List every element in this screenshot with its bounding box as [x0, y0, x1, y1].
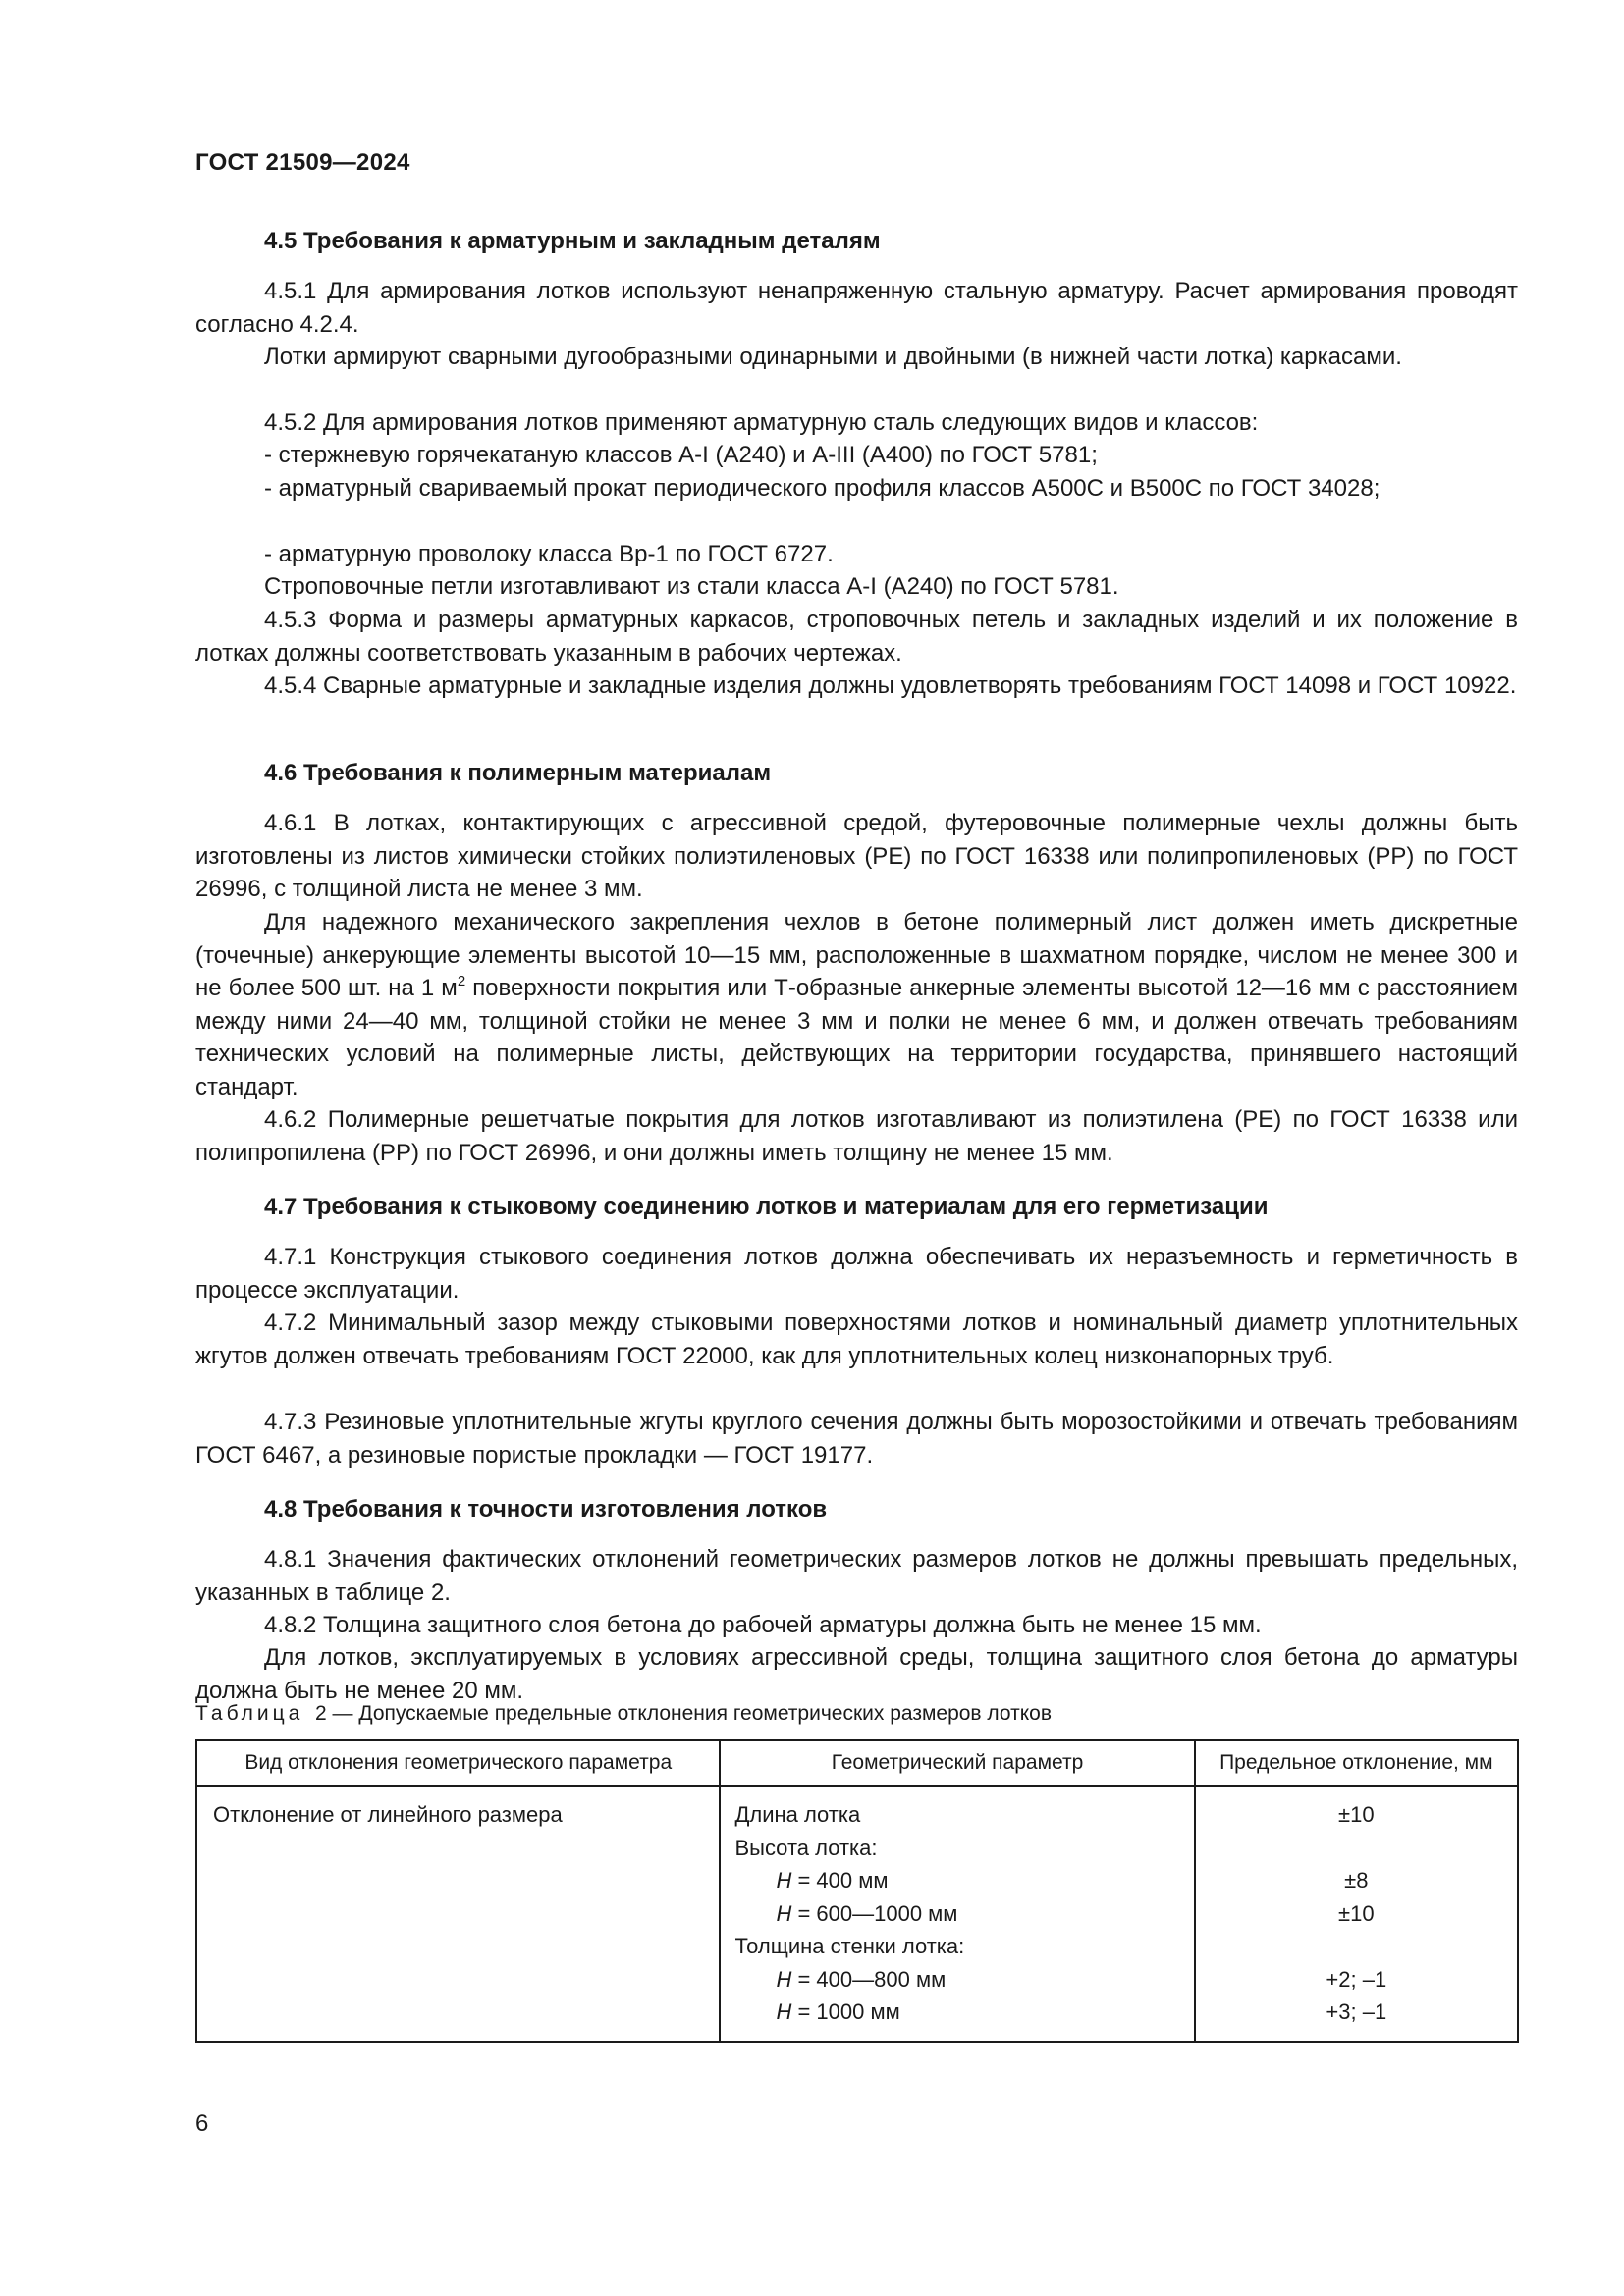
table-header-cell: Геометрический параметр [720, 1740, 1194, 1786]
param-line: Длина лотка [734, 1802, 861, 1827]
paragraph-4-5-1-cont: Лотки армируют сварными дугообразными одинарными и двойными (в нижней части лотка) каркасами. [264, 344, 1402, 370]
paragraph-4-8-2-aggressive: Для лотков, эксплуатируемых в условиях агрессивной среды, толщина защитного слоя бетона до арматуры должна быть не менее 20 мм. [195, 1644, 1518, 1704]
table-row [196, 1786, 1518, 2042]
paragraph-4-8-1: 4.8.1 Значения фактических отклонений геометрических размеров лотков не должны превышать предельных, указанных в таблице 2. [195, 1546, 1518, 1606]
list-item: - стержневую горячекатаную классов А-I (А240) и А-III (А400) по ГОСТ 5781; [264, 442, 1098, 468]
table-header-cell: Предельное отклонение, мм [1195, 1740, 1518, 1786]
paragraph-4-6-1-anchors: Для надежного механического закрепления чехлов в бетоне полимерный лист должен иметь дискретные (точечные) анкерующие элементы высотой 10—15 мм, расположенные в шахматном порядке, числом не менее 300 и не более 500 шт. на 1 $м^2$ поверхности покрытия или Т-образные анкерные элементы высотой 12—16 мм с расстоянием между ними 24—40 мм, толщиной стойки не менее 3 мм и полки не менее 6 мм, и должен отвечать требованиям технических условий на полимерные листы, действующих на территории государства, принявшего настоящий стандарт. [195, 909, 1518, 1100]
page-number: 6 [195, 2110, 209, 2137]
paragraph-4-5-2: 4.5.2 Для армирования лотков применяют арматурную сталь следующих видов и классов: [264, 409, 1259, 436]
section-4-7-heading: 4.7 Требования к стыковому соединению лотков и материалам для его герметизации [264, 1194, 1269, 1220]
param-line: H = 600—1000 мм [776, 1900, 958, 1926]
table-cell-params [720, 1786, 1194, 2042]
table-header-row [196, 1740, 1518, 1786]
table-cell-type [196, 1786, 720, 2042]
paragraph-4-7-3: 4.7.3 Резиновые уплотнительные жгуты круглого сечения должны быть морозостойкими и отвечать требованиям ГОСТ 6467, а резиновые пористые прокладки — ГОСТ 19177. [195, 1409, 1518, 1468]
value-line [1196, 1832, 1517, 1865]
value-line: +3; –1 [1326, 2000, 1387, 2024]
paragraph-4-7-1: 4.7.1 Конструкция стыкового соединения лотков должна обеспечивать их неразъемность и герметичность в процессе эксплуатации. [195, 1244, 1518, 1304]
paragraph-4-6-2: 4.6.2 Полимерные решетчатые покрытия для лотков изготавливают из полиэтилена (РЕ) по ГОСТ 16338 или полипропилена (РР) по ГОСТ 26996, и они должны иметь толщину не менее 15 мм. [195, 1106, 1518, 1166]
document-code: ГОСТ 21509—2024 [195, 149, 410, 176]
table-caption: Таблица 2 — Допускаемые предельные отклонения геометрических размеров лотков [195, 1702, 1053, 1725]
paragraph-4-5-1: 4.5.1 Для армирования лотков используют ненапряженную стальную арматуру. Расчет армирования проводят согласно 4.2.4. [195, 278, 1518, 338]
paragraph-lifting-loops: Строповочные петли изготавливают из стали класса А-I (А240) по ГОСТ 5781. [264, 573, 1119, 600]
value-line: ±10 [1338, 1802, 1375, 1827]
deviation-type: Отклонение от линейного размера [213, 1802, 563, 1827]
list-item: - арматурную проволоку класса Вр-1 по ГОСТ 6727. [264, 541, 834, 567]
param-line: H = 400—800 мм [776, 1966, 947, 1992]
table-cell-values [1195, 1786, 1518, 2042]
paragraph-4-8-2: 4.8.2 Толщина защитного слоя бетона до рабочей арматуры должна быть не менее 15 мм. [264, 1612, 1262, 1638]
param-line: H = 1000 мм [776, 2000, 900, 2024]
param-line: H = 400 мм [776, 1868, 889, 1893]
param-line: Высота лотка: [734, 1835, 878, 1860]
value-line: ±10 [1338, 1900, 1375, 1926]
tolerance-table [195, 1739, 1519, 2043]
value-line [1196, 1930, 1517, 1963]
value-line: +2; –1 [1326, 1966, 1387, 1992]
section-4-6-heading: 4.6 Требования к полимерным материалам [264, 760, 772, 786]
param-line: Толщина стенки лотка: [734, 1934, 965, 1958]
section-4-5-heading: 4.5 Требования к арматурным и закладным деталям [264, 228, 881, 254]
list-item: - арматурный свариваемый прокат периодического профиля классов А500С и В500С по ГОСТ 34028; [264, 475, 1380, 502]
paragraph-4-5-3: 4.5.3 Форма и размеры арматурных каркасов, строповочных петель и закладных изделий и их положение в лотках должны соответствовать указанным в рабочих чертежах. [195, 607, 1518, 667]
paragraph-4-7-2: 4.7.2 Минимальный зазор между стыковыми поверхностями лотков и номинальный диаметр уплотнительных жгутов должен отвечать требованиям ГОСТ 22000, как для уплотнительных колец низконапорных труб. [195, 1309, 1518, 1369]
paragraph-4-5-4: 4.5.4 Сварные арматурные и закладные изделия должны удовлетворять требованиям ГОСТ 14098 и ГОСТ 10922. [264, 672, 1517, 699]
section-4-8-heading: 4.8 Требования к точности изготовления лотков [264, 1496, 828, 1522]
value-line: ±8 [1344, 1868, 1369, 1893]
table-header-cell: Вид отклонения геометрического параметра [196, 1740, 720, 1786]
paragraph-4-6-1: 4.6.1 В лотках, контактирующих с агрессивной средой, футеровочные полимерные чехлы должны быть изготовлены из листов химически стойких полиэтиленовых (РЕ) по ГОСТ 16338 или полипропиленовых (РР) по ГОСТ 26996, с толщиной листа не менее 3 мм. [195, 810, 1518, 902]
